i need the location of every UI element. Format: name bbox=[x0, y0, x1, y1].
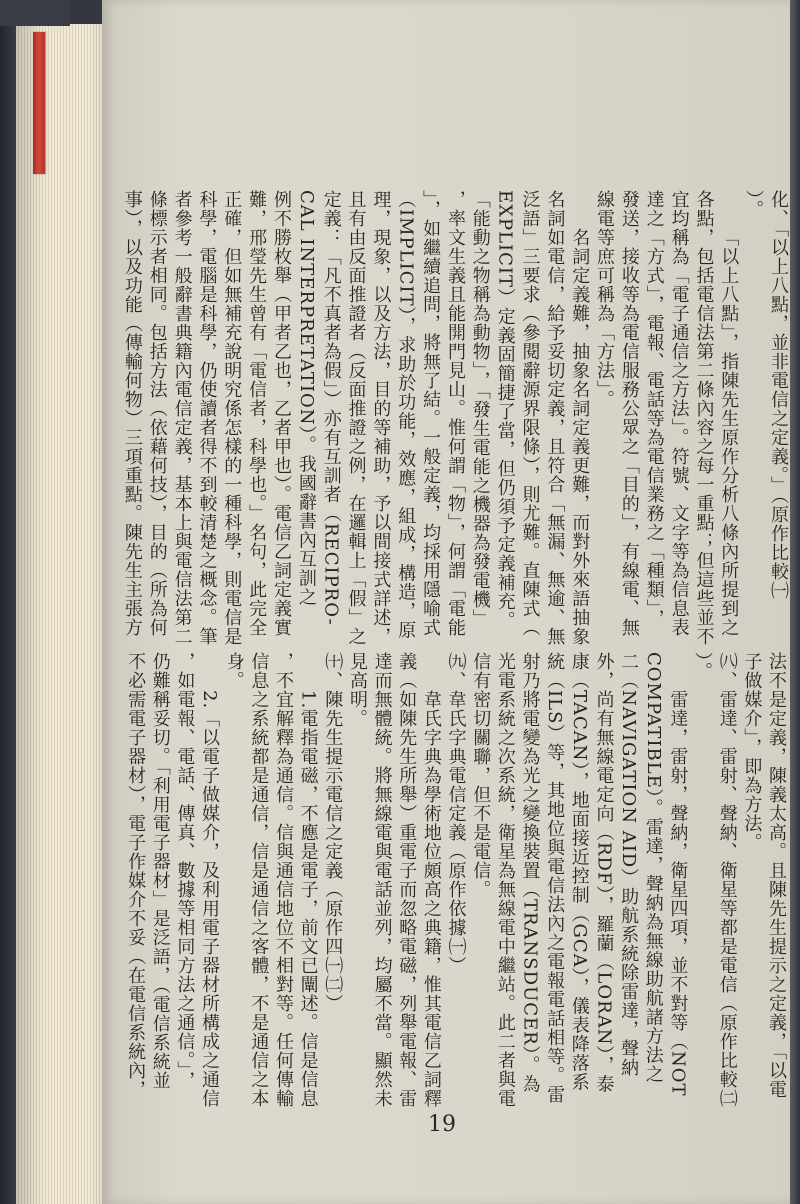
lower-text-column: 法不是定義，陳義太高。且陳先生提示之定義，「以電 bbox=[766, 652, 787, 1099]
lower-text-column: 統（ILS）等，其地位與電信法內之電報電話相等。雷 bbox=[544, 652, 566, 1105]
lower-text-column: 信息之系統都是通信，信是通信之客體，不是通信之本 bbox=[248, 652, 270, 1108]
lower-text-column: 雷達，雷射，聲納，衛星四項，並不對等（NOT bbox=[667, 690, 689, 1097]
upper-text-column: 「能動之物稱為動物」，「發生電能之機器為發電機」 bbox=[469, 190, 491, 628]
upper-text-column: 科學，電腦是科學，仍使讀者得不到較清楚之概念。筆 bbox=[196, 190, 218, 646]
lower-text-column: ，如電報、電話、傳真、數據等相同方法之通信。」， bbox=[174, 652, 196, 1090]
upper-text-column: 線電等庶可稱為「方法」。 bbox=[594, 190, 616, 409]
bookmark-ribbon bbox=[33, 32, 45, 174]
upper-text-column: 定義：「凡不真者為假」）亦有互訓者（RECIPRO- bbox=[320, 190, 342, 626]
upper-text-column: 理，現象，以及方法，目的等補助，予以間接式詳述， bbox=[370, 190, 392, 646]
lower-text-column: 達而無體統。將無線電與電話並列，均屬不當。顯然未 bbox=[371, 652, 393, 1108]
upper-text-column: 達之「方式」，電報、電話等為電信業務之「種類」， bbox=[643, 190, 665, 628]
lower-text-column: 康（TACAN），地面接近控制（GCA），儀表降落系 bbox=[568, 652, 590, 1092]
book-cover-corner bbox=[0, 0, 70, 26]
lower-text-column: 光電系統之次系統，衛星為無線電中繼站。此二者與電 bbox=[494, 652, 516, 1108]
lower-text-column: 射乃將電變為光之變換裝置（TRANSDUCER）。為 bbox=[519, 652, 541, 1094]
lower-text-column: 義（如陳先生所舉）重電子而忽略電磁，列舉電報、雷 bbox=[396, 652, 418, 1108]
page-number: 19 bbox=[428, 1112, 456, 1137]
lower-text-column: 子做媒介」，即為方法。 bbox=[741, 652, 763, 852]
upper-text-column: CAL INTERPRETATION）。我國辭書內互訓之 bbox=[295, 190, 317, 607]
lower-text-column: ㈧、雷達、雷射、聲納、衛星等都是電信（原作比較㈡ bbox=[716, 652, 738, 1108]
upper-text-column: 」，如繼續追問，將無了結。一般定義，均採用隱喻式 bbox=[420, 190, 442, 637]
lower-text-column: 外，尚有無線電定向（RDF），羅蘭（LORAN），泰 bbox=[593, 652, 615, 1094]
upper-text-column: 各點，包括電信法第二條內容之每一重點；但這些並不 bbox=[693, 190, 715, 646]
lower-text-column: 2.「以電子做媒介，及利用電子器材所構成之通信 bbox=[199, 690, 221, 1109]
lower-text-column: 仍難稱妥切。「利用電子器材」是泛語，（電信系統並 bbox=[149, 652, 171, 1090]
upper-text-column: 且有由反面推證者（反面推證之例，在邏輯上「假」之 bbox=[345, 190, 367, 646]
upper-text-column: 發送，接收等為電信服務公眾之「目的」，有線電、無 bbox=[618, 190, 640, 637]
lower-text-column: ）。 bbox=[692, 652, 714, 681]
upper-text-column: ）。 bbox=[743, 190, 765, 219]
upper-text-column: EXPLICIT）定義固簡捷了當，但仍須予定義補充。 bbox=[494, 190, 516, 631]
lower-text-column: ㈨、韋氏字典電信定義（原作依據㈠） bbox=[445, 652, 467, 975]
lower-text-column: 信有密切關聯，但不是電信。 bbox=[470, 652, 492, 899]
lower-text-column: COMPATIBLE）。雷達，聲納為無線助航諸方法之 bbox=[642, 652, 664, 1084]
upper-text-column: 條標示者相同。包括方法（依藉何技），目的（所為何 bbox=[146, 190, 168, 637]
book-page-edges bbox=[16, 24, 108, 1204]
upper-text-column: 化、「以上八點，並非電信之定義。」（原作比較㈠ bbox=[768, 190, 789, 600]
lower-text-column: 不必需電子器材），電子作媒介不妥（在電信系統內， bbox=[125, 652, 147, 1099]
upper-text-column: 「以上八點」，指陳先生原作分析八條內所提到之 bbox=[718, 228, 740, 637]
upper-text-column: 正確，但如無補充說明究係怎樣的一種科學，則電信是 bbox=[221, 190, 243, 646]
lower-text-column: ㈩、陳先生提示電信之定義（原作四㈠㈡） bbox=[322, 652, 344, 1013]
upper-text-column: 例不勝枚舉（甲者乙也，乙者甲也）。電信乙詞定義實 bbox=[271, 190, 292, 637]
upper-text-column: 宜均稱為「電子通信之方法」。符號、文字等為信息表 bbox=[668, 190, 690, 637]
upper-text-column: 名詞如電信，給予妥切定義，且符合「無漏、無逾、無 bbox=[544, 190, 566, 646]
upper-text-column: 者參考一般辭書典籍內電信定義，基本上與電信法第二 bbox=[171, 190, 193, 646]
lower-text-column: ，不宜解釋為通信。信與通信地位不相對等。任何傳輸 bbox=[273, 652, 294, 1108]
upper-text-column: （IMPLICIT），求助於功能，效應，組成，構造，原 bbox=[395, 190, 417, 640]
lower-text-column: 韋氏字典為學術地位頗高之典籍，惟其電信乙詞釋 bbox=[420, 690, 442, 1108]
lower-text-column: 見高明。 bbox=[346, 652, 368, 728]
upper-text-column: 難，邢瑩先生曾有「電信者，科學也。」名句，此完全 bbox=[246, 190, 268, 637]
lower-text-column: 二（NAVIGATION AID）助航系統除雷達，聲納 bbox=[618, 652, 640, 1078]
book-cover-right-edge bbox=[790, 0, 800, 1204]
upper-text-column: ，率文生義且能開門見山。惟何謂「物」，何謂「電能 bbox=[444, 190, 466, 637]
lower-text-column: 1.電指電磁，不應是電子，前文已闡述。信是信息 bbox=[297, 690, 319, 1109]
upper-text-column: 事），以及功能（傳輸何物）三項重點。陳先生主張方 bbox=[121, 190, 143, 637]
upper-text-column: 泛語」三要求（參閱辭源界限條），則尤難。直陳式（ bbox=[519, 190, 541, 637]
upper-text-column: 名詞定義難，抽象名詞定義更難，而對外來語抽象 bbox=[569, 228, 591, 646]
lower-text-column: 身。 bbox=[223, 652, 245, 690]
